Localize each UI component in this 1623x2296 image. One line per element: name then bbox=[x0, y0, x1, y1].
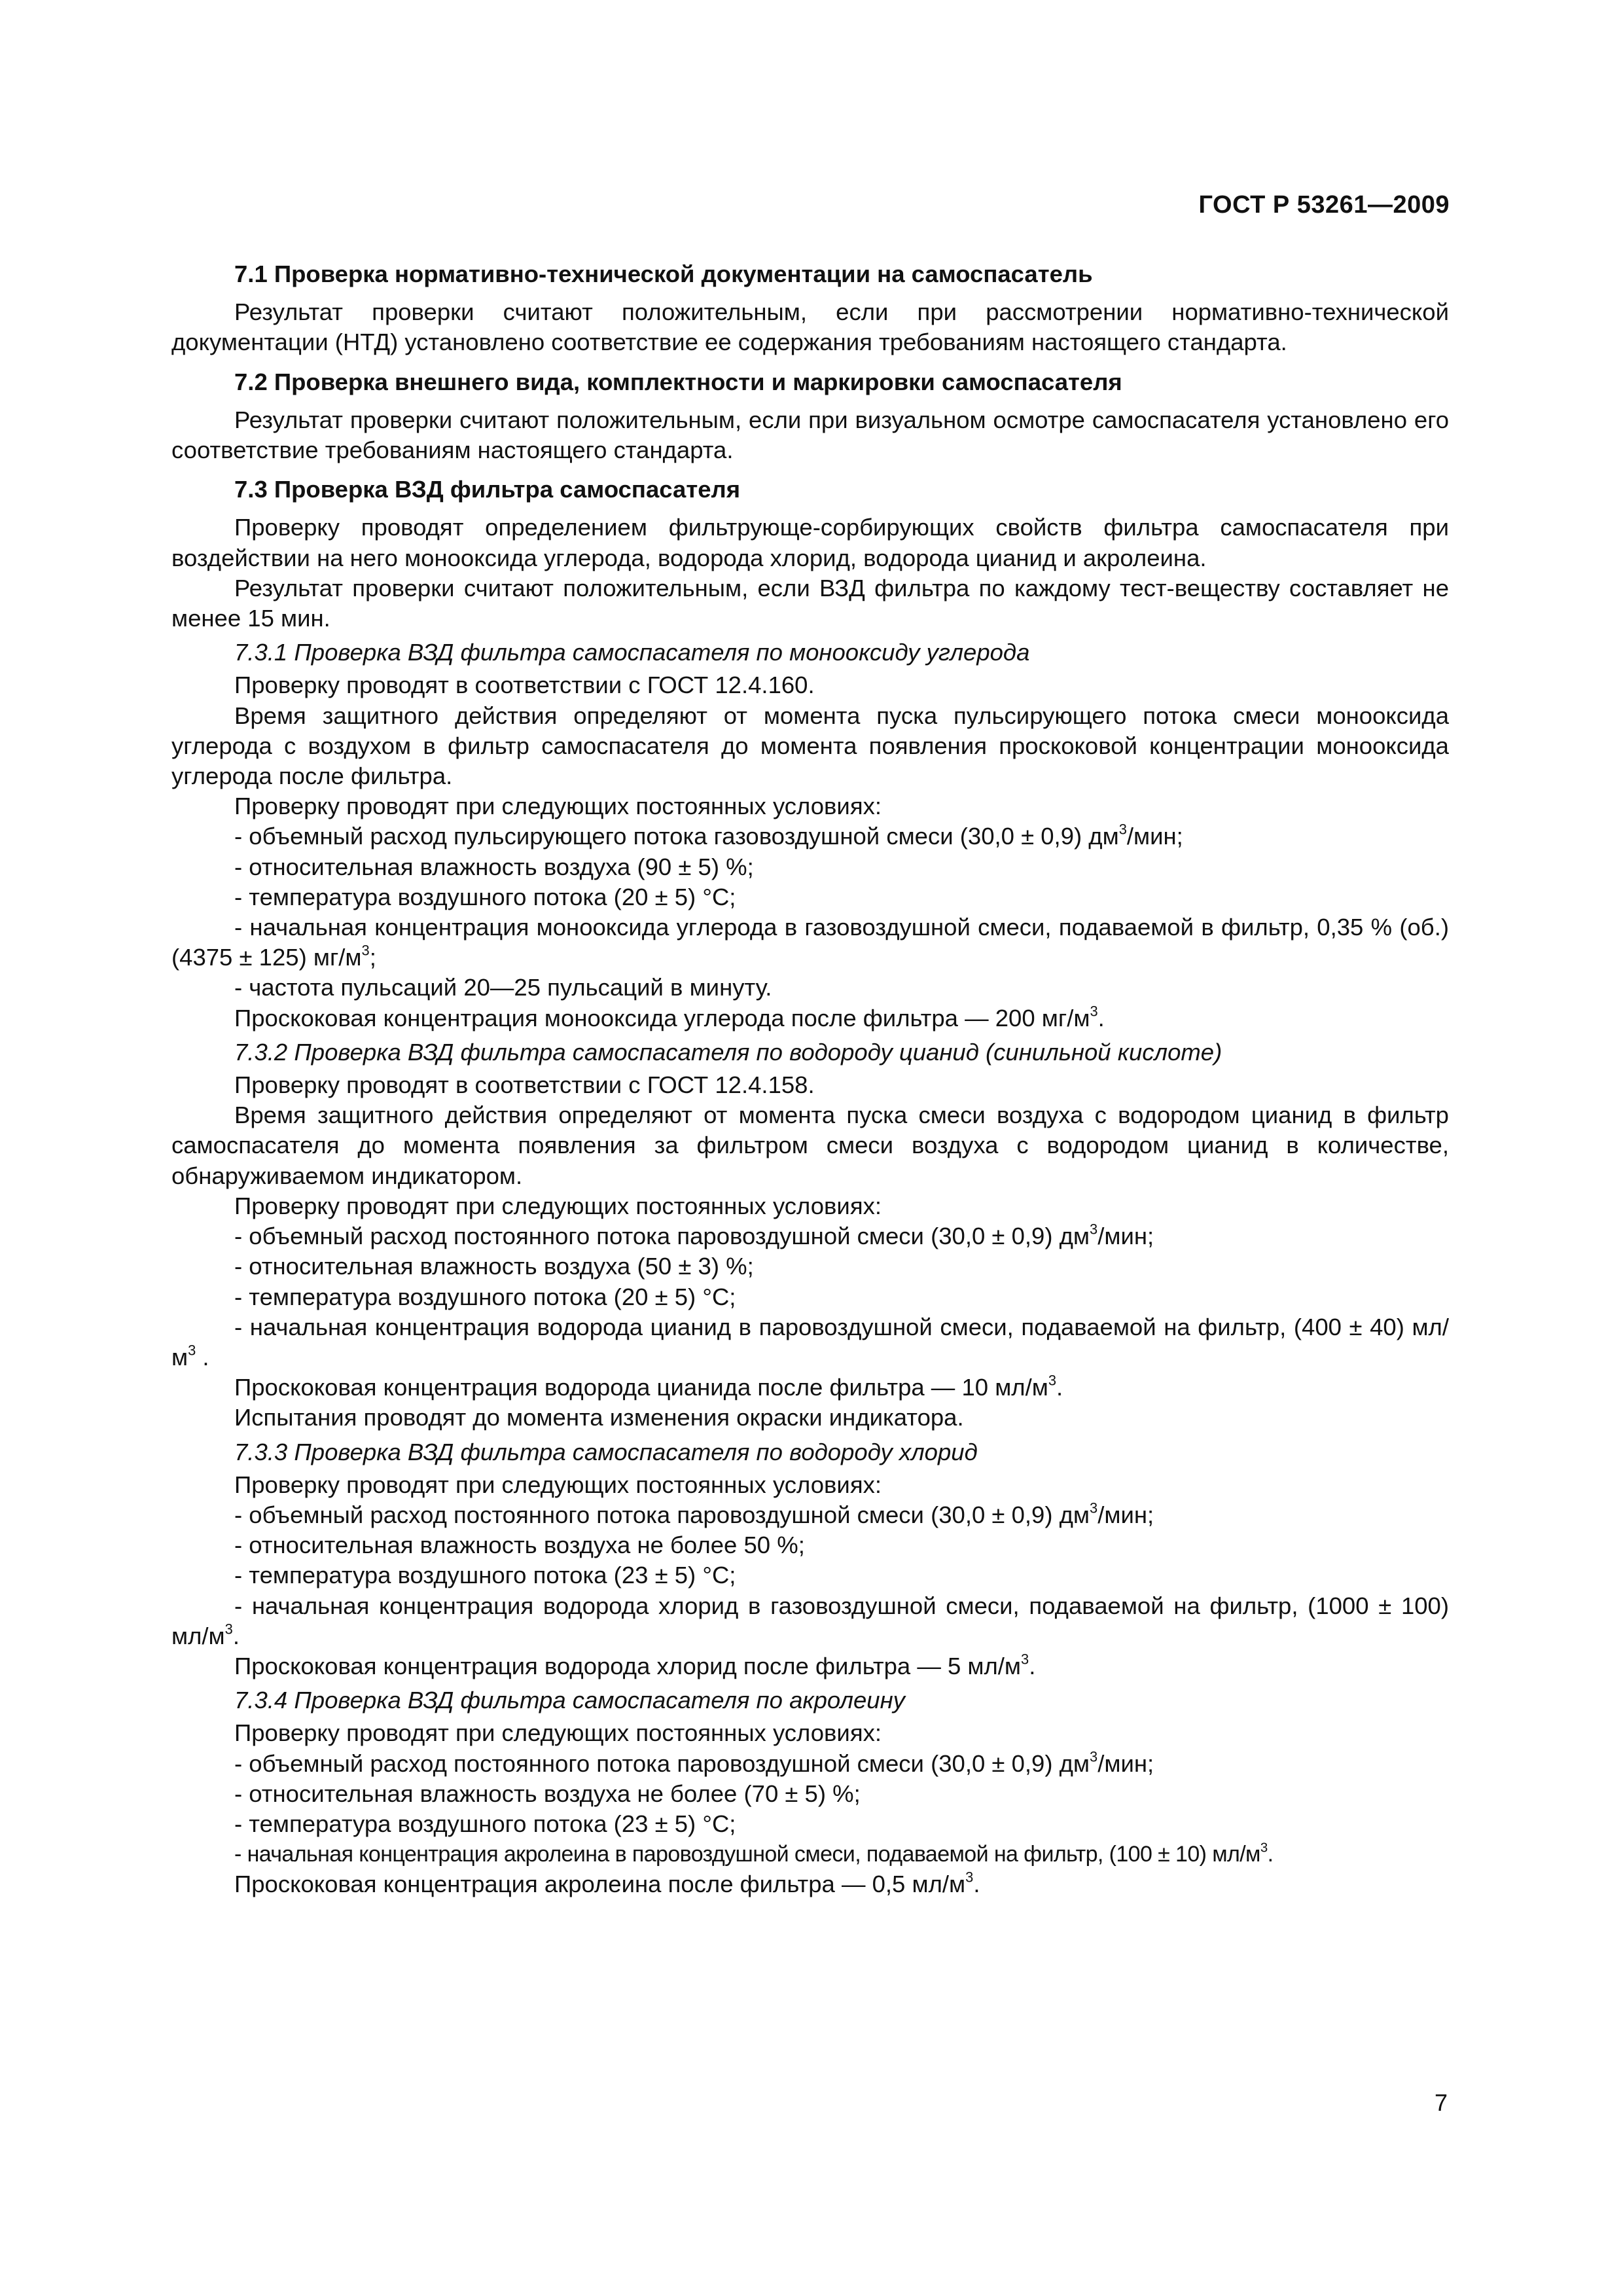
text: . bbox=[1097, 1004, 1105, 1031]
text: - начальная концентрация акролеина в паровоздушной смеси, подаваемой на фильтр, (100 ± 10) мл/м bbox=[234, 1842, 1260, 1867]
paragraph: Проверку проводят при следующих постоянных условиях: bbox=[234, 793, 882, 820]
superscript: 3 bbox=[1090, 1499, 1098, 1516]
paragraph: Время защитного действия определяют от момента пуска смеси воздуха с водородом цианид в фильтр самоспасателя до момента появления за фильтром смеси воздуха с водородом цианид в количестве, обнаруживаемом индикатором. bbox=[171, 1102, 1449, 1189]
condition-item bbox=[171, 821, 1449, 852]
document-code: ГОСТ Р 53261—2009 bbox=[1198, 191, 1450, 219]
superscript: 3 bbox=[1260, 1840, 1268, 1856]
paragraph: Проверку проводят в соответствии с ГОСТ 12.4.158. bbox=[234, 1071, 815, 1099]
text: - объемный расход постоянного потока паровоздушной смеси (30,0 ± 0,9) дм bbox=[234, 1223, 1090, 1250]
condition-item: - относительная влажность воздуха (90 ± 5) %; bbox=[234, 853, 754, 880]
condition-item: - относительная влажность воздуха не более (70 ± 5) %; bbox=[234, 1780, 861, 1807]
paragraph: Результат проверки считают положительным, если при визуальном осмотре самоспасателя установлено его соответствие требованиям настоящего стандарта. bbox=[171, 406, 1449, 464]
text: . bbox=[1056, 1374, 1063, 1401]
condition-item bbox=[171, 912, 1449, 973]
superscript: 3 bbox=[188, 1342, 196, 1359]
text: - объемный расход пульсирующего потока газовоздушной смеси (30,0 ± 0,9) дм bbox=[234, 823, 1119, 850]
text: - объемный расход постоянного потока паровоздушной смеси (30,0 ± 0,9) дм bbox=[234, 1749, 1090, 1777]
superscript: 3 bbox=[1090, 1748, 1098, 1765]
paragraph: Результат проверки считают положительным, если при рассмотрении нормативно-технической документации (НТД) установлено соответствие ее содержания требованиям настоящего стандарта. bbox=[171, 298, 1449, 356]
condition-item: - температура воздушного потока (23 ± 5) °С; bbox=[234, 1810, 736, 1837]
subsection-heading-7-3-3: 7.3.3 Проверка ВЗД фильтра самоспасателя по водороду хлорид bbox=[234, 1438, 978, 1465]
superscript: 3 bbox=[1048, 1372, 1057, 1389]
text: . bbox=[196, 1343, 209, 1371]
subsection-heading-7-3-4: 7.3.4 Проверка ВЗД фильтра самоспасателя по акролеину bbox=[234, 1687, 905, 1714]
condition-item bbox=[171, 1749, 1449, 1779]
text: - начальная концентрация монооксида углерода в газовоздушной смеси, подаваемой в фильтр, 0,35 % (об.) (4375 ± 125) мг/м bbox=[171, 914, 1449, 971]
superscript: 3 bbox=[1118, 821, 1127, 838]
condition-item: - относительная влажность воздуха не более 50 %; bbox=[234, 1532, 805, 1559]
text: /мин; bbox=[1097, 1749, 1154, 1777]
condition-item bbox=[171, 1591, 1449, 1651]
text: - начальная концентрация водорода цианид в паровоздушной смеси, подаваемой на фильтр, (400 ± 40) мл/м bbox=[171, 1313, 1449, 1371]
superscript: 3 bbox=[361, 942, 370, 959]
text: /мин; bbox=[1097, 1501, 1154, 1528]
paragraph: Проверку проводят при следующих постоянных условиях: bbox=[234, 1719, 882, 1747]
condition-item bbox=[171, 1221, 1449, 1251]
condition-item bbox=[171, 1312, 1449, 1372]
condition-item bbox=[171, 1500, 1449, 1530]
text: . bbox=[1267, 1842, 1274, 1867]
superscript: 3 bbox=[1090, 1003, 1098, 1020]
text: /мин; bbox=[1126, 823, 1183, 850]
paragraph: Проверку проводят при следующих постоянных условиях: bbox=[234, 1192, 882, 1219]
text: Проскоковая концентрация водорода хлорид после фильтра — 5 мл/м bbox=[234, 1652, 1022, 1679]
paragraph bbox=[171, 1372, 1449, 1403]
paragraph: Результат проверки считают положительным, если ВЗД фильтра по каждому тест-веществу составляет не менее 15 мин. bbox=[171, 574, 1449, 632]
condition-item: - температура воздушного потока (20 ± 5) °С; bbox=[234, 1283, 736, 1310]
condition-item bbox=[171, 1839, 1449, 1869]
condition-item: - температура воздушного потока (23 ± 5) °С; bbox=[234, 1562, 736, 1589]
paragraph bbox=[171, 1003, 1449, 1033]
text: . bbox=[232, 1622, 240, 1649]
section-heading-7-3: 7.3 Проверка ВЗД фильтра самоспасателя bbox=[234, 476, 740, 503]
text: . bbox=[1029, 1652, 1036, 1679]
superscript: 3 bbox=[1090, 1221, 1098, 1238]
text: - объемный расход постоянного потока паровоздушной смеси (30,0 ± 0,9) дм bbox=[234, 1501, 1090, 1528]
paragraph bbox=[171, 1869, 1449, 1899]
paragraph: Проверку проводят при следующих постоянных условиях: bbox=[234, 1471, 882, 1498]
page-number: 7 bbox=[1434, 2089, 1448, 2116]
text: ; bbox=[369, 944, 376, 971]
paragraph bbox=[171, 1651, 1449, 1681]
paragraph: Испытания проводят до момента изменения окраски индикатора. bbox=[234, 1404, 964, 1431]
superscript: 3 bbox=[224, 1621, 233, 1638]
section-heading-7-2: 7.2 Проверка внешнего вида, комплектности и маркировки самоспасателя bbox=[234, 368, 1122, 395]
text: Проскоковая концентрация водорода цианида после фильтра — 10 мл/м bbox=[234, 1374, 1048, 1401]
paragraph: Проверку проводят определением фильтрующе-сорбирующих свойств фильтра самоспасателя при воздействии на него монооксида углерода, водорода хлорид, водорода цианид и акролеина. bbox=[171, 514, 1449, 571]
subsection-heading-7-3-2: 7.3.2 Проверка ВЗД фильтра самоспасателя по водороду цианид (синильной кислоте) bbox=[234, 1038, 1222, 1066]
superscript: 3 bbox=[965, 1869, 974, 1886]
text: /мин; bbox=[1097, 1223, 1154, 1250]
condition-item: - относительная влажность воздуха (50 ± 3) %; bbox=[234, 1253, 754, 1280]
paragraph: Время защитного действия определяют от момента пуска пульсирующего потока смеси монооксида углерода с воздухом в фильтр самоспасателя до момента появления проскоковой концентрации монооксида углерода после фильтра. bbox=[171, 702, 1449, 790]
section-heading-7-1: 7.1 Проверка нормативно-технической документации на самоспасатель bbox=[234, 260, 1093, 287]
superscript: 3 bbox=[1021, 1651, 1029, 1668]
text: . bbox=[973, 1871, 980, 1898]
subsection-heading-7-3-1: 7.3.1 Проверка ВЗД фильтра самоспасателя по монооксиду углерода bbox=[234, 639, 1030, 666]
text: Проскоковая концентрация акролеина после фильтра — 0,5 мл/м bbox=[234, 1871, 966, 1898]
text: Проскоковая концентрация монооксида углерода после фильтра — 200 мг/м bbox=[234, 1004, 1090, 1031]
condition-item: - частота пульсаций 20—25 пульсаций в минуту. bbox=[234, 974, 772, 1001]
paragraph: Проверку проводят в соответствии с ГОСТ 12.4.160. bbox=[234, 672, 815, 699]
condition-item: - температура воздушного потока (20 ± 5) °С; bbox=[234, 883, 736, 910]
text: - начальная концентрация водорода хлорид в газовоздушной смеси, подаваемой на фильтр, (1000 ± 100) мл/м bbox=[171, 1592, 1449, 1649]
document-body bbox=[171, 259, 1449, 1900]
